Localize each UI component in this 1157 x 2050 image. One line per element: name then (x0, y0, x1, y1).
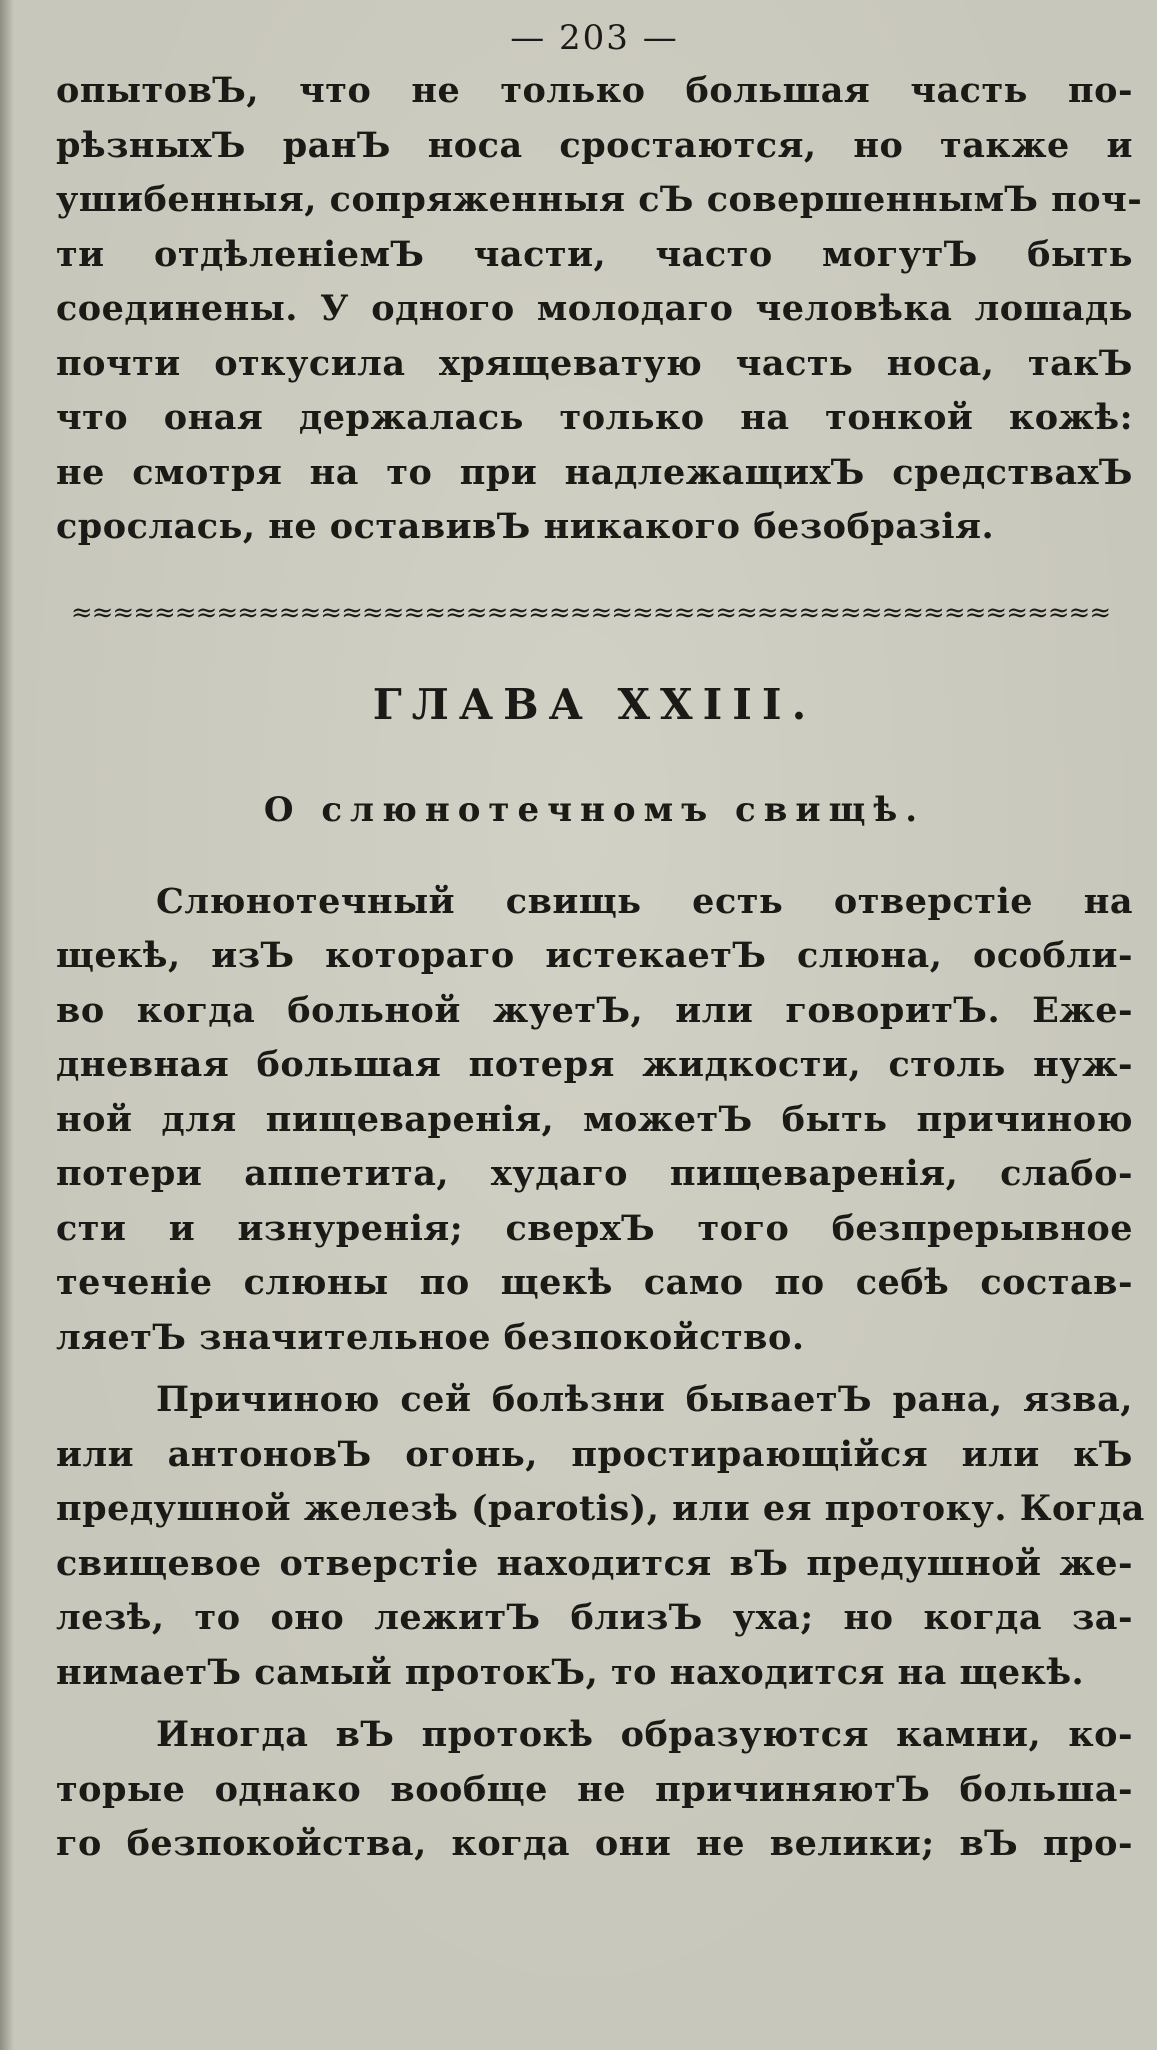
chapter-title: ГЛАВА XXIII. (372, 679, 817, 729)
paragraph-2 (56, 1373, 1145, 1700)
text-line: почти откусила хрящеватую часть носа, такЪ (56, 342, 1133, 384)
text-line: лезѣ, то оно лежитЪ близЪ уха; но когда за- (56, 1597, 1133, 1638)
text-line: Слюнотечный свищь есть отверстіе на (156, 880, 1133, 922)
chapter-subtitle: О слюнотечномъ свищѣ. (263, 789, 926, 830)
text-line: ной для пищеваренія, можетЪ быть причиною (56, 1098, 1133, 1140)
text-line: свищевое отверстіе находится вЪ предушной же- (56, 1542, 1133, 1584)
text-line: что оная держалась только на тонкой кожѣ: (56, 397, 1133, 438)
text-line: торые однако вообще не причиняютЪ больша- (56, 1768, 1133, 1810)
text-line: щекѣ, изЪ котораго истекаетЪ слюна, особли- (56, 935, 1133, 976)
text-line: ляетЪ значительное безпокойство. (56, 1316, 805, 1358)
text-line: Иногда вЪ протокѣ образуются камни, ко- (156, 1714, 1133, 1755)
text-line: предушной железѣ (parotis), или ея протоку. Когда (56, 1488, 1145, 1529)
continued-paragraph (56, 64, 1143, 555)
text-line: дневная большая потеря жидкости, столь нуж- (56, 1044, 1133, 1085)
paragraph-3 (56, 1708, 1133, 1872)
ornamental-divider: ≈≈≈≈≈≈≈≈≈≈≈≈≈≈≈≈≈≈≈≈≈≈≈≈≈≈≈≈≈≈≈≈≈≈≈≈≈≈≈≈≈≈≈≈≈≈≈≈≈≈ (70, 598, 1111, 627)
paragraph-1 (56, 875, 1133, 1366)
text-line: сти и изнуренія; сверхЪ того безпрерывное (56, 1207, 1133, 1249)
page-number: — 203 — (510, 18, 679, 58)
text-line: го безпокойства, когда они не велики; вЪ про- (56, 1823, 1133, 1864)
text-line: ти отдѣленіемЪ части, часто могутЪ быть (56, 233, 1133, 275)
text-line: ушибенныя, сопряженныя сЪ совершеннымЪ поч- (56, 179, 1143, 220)
text-line: или антоновЪ огонь, простирающійся или кЪ (56, 1433, 1133, 1475)
text-line: Причиною сей болѣзни бываетЪ рана, язва, (156, 1379, 1133, 1420)
text-line: опытовЪ, что не только большая часть по- (56, 70, 1133, 111)
text-line: срослась, не оставивЪ никакого безобразія. (56, 506, 995, 547)
text-line: соединены. У одного молодаго человѣка лошадь (56, 288, 1133, 329)
text-line: теченіе слюны по щекѣ само по себѣ состав- (56, 1262, 1133, 1303)
text-line: во когда больной жуетЪ, или говоритЪ. Еже- (56, 989, 1133, 1031)
text-line: потери аппетита, худаго пищеваренія, слабо- (56, 1153, 1133, 1194)
text-line: нимаетЪ самый протокЪ, то находится на щекѣ. (56, 1651, 1085, 1693)
text-line: рѣзныхЪ ранЪ носа сростаются, но также и (56, 124, 1133, 166)
text-line: не смотря на то при надлежащихЪ средствахЪ (56, 451, 1133, 493)
